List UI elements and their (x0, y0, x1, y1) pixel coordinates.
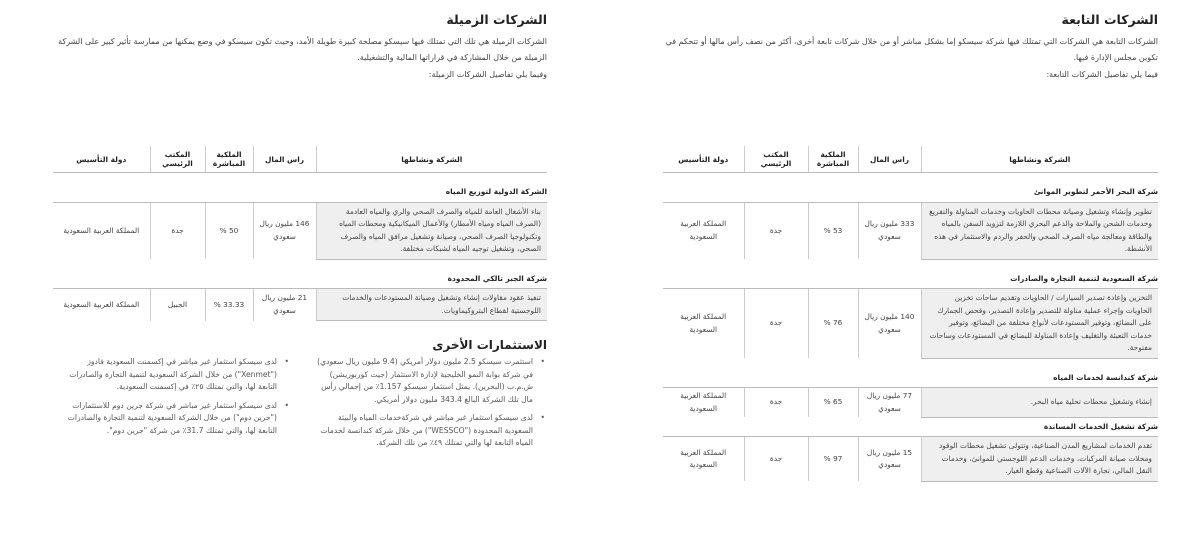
company-name-row (53, 270, 547, 289)
list-item: • لدى سيسكو استثمار غير مباشر في شركة جرين دوم للاستثمارات ("جرين دوم") من خلال الشركة السعودية لتنمية التجارة والصادرات التابعة لها، والتي تمتلك 31.7٪ من شركة "جرين دوم". (55, 400, 291, 438)
company-name-row (53, 183, 547, 202)
table-row (663, 388, 1158, 418)
subsidiaries-intro: الشركات التابعة هي الشركات التي تمتلك فيها شركة سيسكو إما بشكل مباشر أو من خلال شركات تابعة أخرى، أكثر من نصف رأس مالها أو تتحكم في تكوين مجلس الإدارة فيها. (665, 37, 1158, 62)
table-row (53, 289, 547, 321)
list-item: • لدى سيسكو استثمار غير مباشر في شركةخدمات المياه والبيئة السعودية المحدودة ("WESSCO") من خلال شركة كندانسة لخدمات المياه التابعة لها والتي تمتلك ٤٩٪ من تلك الشركة. (311, 412, 547, 450)
company-capital: 333 مليون ريال سعودي (858, 202, 921, 259)
associates-intro: الشركات الزميلة هي تلك التي تمتلك فيها سيسكو مصلحة كبيرة طويلة الأمد، وحيث تكون سيسكو في وضع يمكنها من ممارسة تأثير كبير على الشركة الزميلة من خلال المشاركة في قراراتها المالية والتشغيلية. (58, 37, 547, 62)
associates-intro-details: وفيما يلي تفاصيل الشركات الزميلة: (428, 70, 547, 79)
associates-table (53, 146, 547, 321)
company-name-row (663, 369, 1158, 388)
header-country: دولة التأسيس (663, 146, 744, 173)
header-company: الشركة ونشاطها (316, 146, 547, 173)
other-investments-title: الاستثمارات الأخرى (432, 338, 547, 352)
company-ownership: 33.33 % (205, 289, 253, 321)
company-capital: 15 مليون ريال سعودي (858, 437, 921, 482)
company-name: شركة البحر الأحمر لتطوير الموانئ (663, 183, 1158, 202)
table-row (663, 289, 1158, 359)
company-activity: تنفيذ عقود مقاولات إنشاء وتشغيل وصيانة المستودعات والخدمات اللوجستية لقطاع البتروكيماويات. (316, 289, 547, 321)
table-row (663, 202, 1158, 259)
company-name: الشركة الدولية لتوزيع المياه (53, 183, 547, 202)
company-name: شركة تشغيل الخدمات المساندة (663, 417, 1158, 437)
company-name: شركة كندانسة لخدمات المياه (663, 369, 1158, 388)
company-capital: 146 مليون ريال سعودي (253, 202, 316, 259)
company-activity: التخزين وإعادة تصدير السيارات / الحاويات وتقديم ساحات تخزين الحاويات وإجراء عملية مناولة للتصدير وإعادة التصدير، وفحص الجمارك على البضائع، وتوفير المستودعات لأنواع مختلفة من البضائع، وتوفير خدمات التعبئة والتغليف وإعادة المناولة للبضائع في المستودعات وساحات مفتوحة. (921, 289, 1158, 359)
associates-title: الشركات الزميلة (446, 12, 547, 27)
company-country: المملكة العربية السعودية (663, 388, 744, 418)
company-activity: تطوير وإنشاء وتشغيل وصيانة محطات الحاويات وخدمات المناولة والتفريغ وخدمات الشحن والملاحة والدعم البحري اللازمة لتزويد السفن بالمياه والطاقة ومعالجة مياه الصرف الصحي والحفر والردم والاستثمار في هذه الأنشطة. (921, 202, 1158, 259)
table-header-row (663, 146, 1158, 173)
header-ownership: الملكية المباشرة (205, 146, 253, 173)
company-activity: تقدم الخدمات لمشاريع المدن الصناعية، وتتولى تشغيل محطات الوقود ومحلات صيانة المركبات، وخدمات الدعم اللوجستي للموانئ، وخدمات النقل المالي، تجارة الآلات الصناعية وقطع الغيار. (921, 437, 1158, 482)
company-office: جدة (744, 289, 808, 359)
company-country: المملكة العربية السعودية (663, 289, 744, 359)
company-ownership: 50 % (205, 202, 253, 259)
company-capital: 140 مليون ريال سعودي (858, 289, 921, 359)
company-ownership: 53 % (808, 202, 858, 259)
header-company: الشركة ونشاطها (921, 146, 1158, 173)
company-activity: بناء الأشغال العامة للمياه والصرف الصحي والري والمياه العادمة (الصرف المياه ومياه الأمطار) والأعمال الميكانيكية ومحطات المياه وتكنولوجيا الصرف الصحي، وصيانة وتشغيل مرافق المياه والصرف الصحي، وتشغيل توجيه المياه لشبكات مختلفة. (316, 202, 547, 259)
header-office: المكتب الرئيسي (744, 146, 808, 173)
header-country: دولة التأسيس (53, 146, 150, 173)
company-office: جدة (744, 437, 808, 482)
company-office: جدة (744, 202, 808, 259)
company-country: المملكة العربية السعودية (53, 202, 150, 259)
list-item: • استثمرت سيسكو 2.5 مليون دولار أمريكي (9.4 مليون ريال سعودي) في شركة بوابة النمو الخليجية لإدارة الاستثمار (جيت كوربوريشن) ش.م.ب (البحرين). يمثل استثمار سيسكو 1.157٪ من إجمالي رأس مال تلك الشركة البالغ 343.4 مليون دولار أمريكي. (311, 356, 547, 406)
subsidiaries-table (663, 146, 1158, 482)
company-ownership: 65 % (808, 388, 858, 418)
table-row (663, 437, 1158, 482)
company-country: المملكة العربية السعودية (53, 289, 150, 321)
header-capital: راس المال (253, 146, 316, 173)
company-office: الجبيل (150, 289, 205, 321)
table-header-row (53, 146, 547, 173)
company-ownership: 97 % (808, 437, 858, 482)
table-row (53, 202, 547, 259)
company-activity: إنشاء وتشغيل محطات تحلية مياه البحر. (921, 388, 1158, 418)
subsidiaries-title: الشركات التابعة (1061, 12, 1158, 27)
company-name: شركة الجبر تالكي المحدودة (53, 270, 547, 289)
company-capital: 77 مليون ريال سعودي (858, 388, 921, 418)
company-capital: 21 مليون ريال سعودي (253, 289, 316, 321)
company-country: المملكة العربية السعودية (663, 202, 744, 259)
company-ownership: 76 % (808, 289, 858, 359)
list-item: • لدى سيسكو استثمار غير مباشر في إكسمنت السعودية فادوز ("Xenmet") من خلال الشركة السعودية لتنمية التجارة والصادرات التابعة لها، والتي تمتلك ٢٥٪ في إكسمنت السعودية. (55, 356, 291, 394)
header-office: المكتب الرئيسي (150, 146, 205, 173)
company-name-row (663, 417, 1158, 437)
subsidiaries-intro-details: فيما يلي تفاصيل الشركات التابعة: (1046, 70, 1158, 79)
company-name: شركة السعودية لتنمية التجارة والصادرات (663, 270, 1158, 289)
header-capital: راس المال (858, 146, 921, 173)
company-name-row (663, 183, 1158, 202)
header-ownership: الملكية المباشرة (808, 146, 858, 173)
company-name-row (663, 270, 1158, 289)
company-office: جدة (150, 202, 205, 259)
other-investments-list-left (55, 356, 291, 443)
other-investments-list-right (311, 356, 547, 456)
company-country: المملكة العربية السعودية (663, 437, 744, 482)
company-office: جدة (744, 388, 808, 418)
